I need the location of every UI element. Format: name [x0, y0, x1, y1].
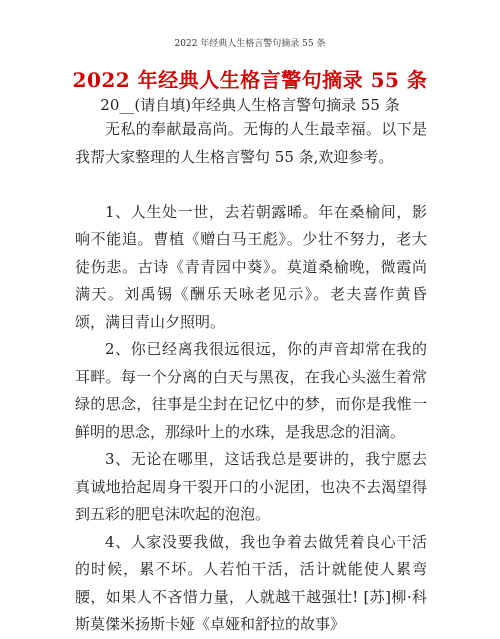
- list-item: 3、无论在哪里，这话我总是要讲的，我宁愿去真诚地拾起周身干裂开口的小泥团，也决不去渴望得到五彩的肥皂沫吹起的泡泡。: [75, 450, 427, 523]
- document-body: [75, 116, 427, 639]
- list-item: 1、人生处一世，去若朝露晞。年在桑榆间，影响不能追。曹植《赠白马王彪》。少壮不努力，老大徒伤悲。古诗《青青园中葵》。莫道桑榆晚，微霞尚满天。刘禹锡《酬乐天咏老见示》。老夫喜作黄昏颂，满目青山夕照明。: [75, 202, 427, 331]
- list-item: 4、人家没要我做，我也争着去做凭着良心干活的时候，累不坏。人若怕干活，活计就能使人累弯腰，如果人不吝惜力量，人就越干越强壮! [苏]柳·科斯莫傑米扬斯卡娅《卓娅和舒拉的故事》: [75, 532, 427, 633]
- paragraph-spacer: [75, 171, 427, 199]
- list-item: 2、你已经离我很远很远，你的声音却常在我的耳畔。每一个分离的白天与黑夜，在我心头滋生着常绿的思念，往事是尘封在记忆中的梦，而你是我惟一鲜明的思念，那绿叶上的水珠，是我思念的泪滴。: [75, 340, 427, 441]
- document-subtitle: 20__(请自填)年经典人生格言警句摘录 55 条: [100, 96, 400, 114]
- document-title: 2022 年经典人生格言警句摘录 55 条: [72, 68, 428, 92]
- running-header: 2022 年经典人生格言警句摘录 55 条: [174, 39, 326, 49]
- intro-paragraph: 无私的奉献最高尚。无悔的人生最幸福。以下是我帮大家整理的人生格言警句 55 条,欢迎参考。: [75, 120, 427, 166]
